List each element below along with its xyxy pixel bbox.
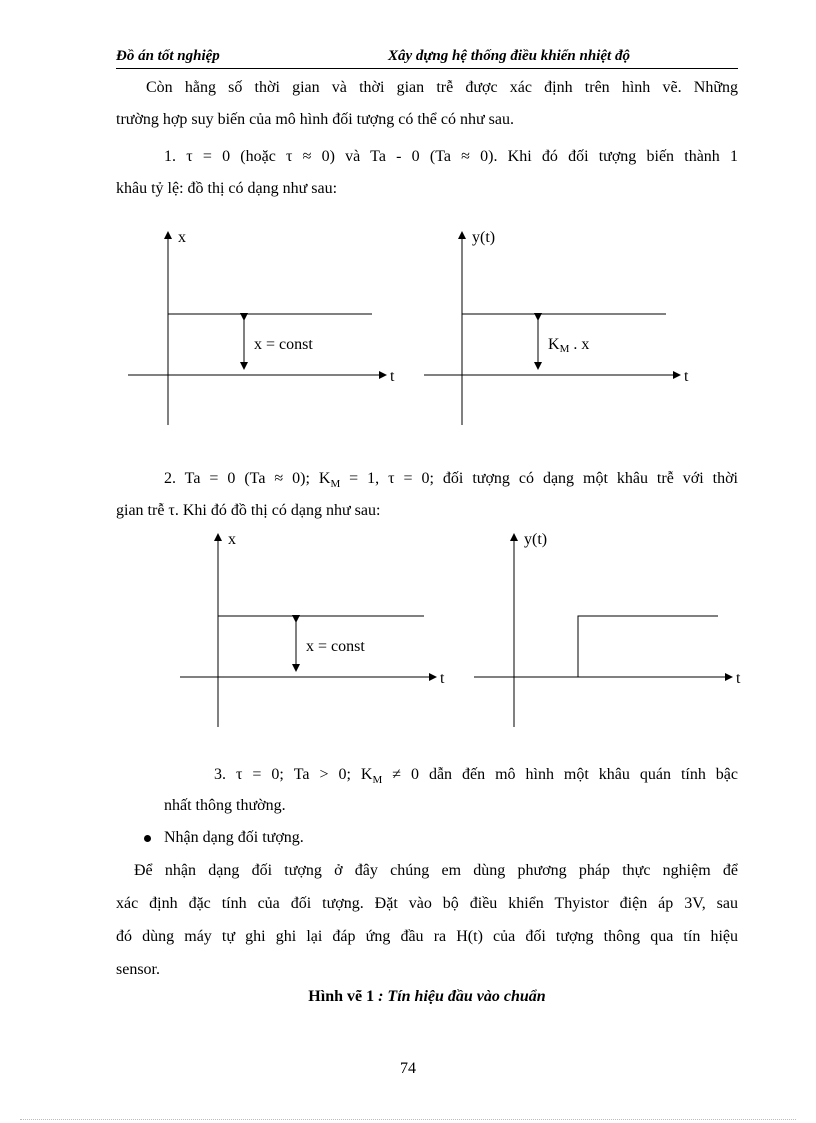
fig2-left-xlabel: t (440, 670, 445, 687)
intro-line-1: Còn hằng số thời gian và thời gian trễ được xác định trên hình vẽ. Những (146, 79, 738, 96)
page-header (116, 48, 738, 69)
fig2-left-chart (180, 531, 445, 727)
fig2-left-ylabel: x (228, 531, 236, 548)
fig2-right-delayed-step (514, 616, 718, 677)
case2-line-1: 2. Ta = 0 (Ta ≈ 0); $K_M = 1$, τ = 0; đối tượng có dạng một khâu trễ với thời (164, 470, 738, 491)
identification-line-1: Để nhận dạng đối tượng ở đây chúng em dùng phương pháp thực nghiệm để (134, 862, 738, 879)
identification-line-3: đó dùng máy tự ghi ghi lại đáp ứng đầu ra H(t) của đối tượng thông qua tín hiệu (116, 928, 738, 945)
page-number: 74 (400, 1060, 416, 1077)
case3-line-1: 3. τ = 0; Ta > 0; $K_M \ne 0$ dẫn đến mô hình một khâu quán tính bậc (214, 766, 739, 787)
fig1-left-annotation: x = const (254, 336, 313, 353)
figure-caption (116, 988, 738, 1006)
identification-line-2: xác định đặc tính của đối tượng. Đặt vào bộ điều khiển Thyistor điện áp 3V, sau (116, 895, 738, 912)
bullet-text: Nhận dạng đối tượng. (164, 829, 304, 846)
bottom-dotted-rule (20, 1119, 796, 1120)
fig1-right-annotation: KM . x (548, 336, 590, 355)
fig2-left-annotation: x = const (306, 638, 365, 655)
caption-prefix: Hình vẽ 1 (308, 988, 375, 1005)
fig1-right-ylabel: y(t) (472, 229, 496, 246)
header-left-title: Đồ án tốt nghiệp (116, 48, 220, 64)
identification-line-4: sensor. (116, 961, 160, 978)
case1-line-2: khâu tỷ lệ: đồ thị có dạng như sau: (116, 180, 338, 197)
case1-line-1: 1. τ = 0 (hoặc τ ≈ 0) và Ta - 0 (Ta ≈ 0). Khi đó đối tượng biến thành 1 (164, 148, 738, 165)
fig1-left-ylabel: x (178, 229, 186, 246)
case2-line-2: gian trễ τ. Khi đó đồ thị có dạng như sau: (116, 502, 381, 519)
fig1-left-xlabel: t (390, 368, 395, 385)
fig2-right-xlabel: t (736, 670, 741, 687)
caption-title: : Tín hiệu đầu vào chuẩn (374, 988, 546, 1005)
figure-1-proportional (120, 220, 700, 435)
bullet-dot-icon (144, 835, 151, 842)
fig1-right-chart (424, 229, 689, 425)
header-right-title: Xây dựng hệ thống điều khiển nhiệt độ (388, 48, 630, 64)
fig2-right-ylabel: y(t) (524, 531, 548, 548)
intro-line-2: trường hợp suy biến của mô hình đối tượng có thể có như sau. (116, 111, 515, 128)
fig1-left-chart (128, 229, 395, 425)
fig2-right-chart (474, 531, 741, 727)
case3-line-2: nhất thông thường. (164, 797, 286, 814)
fig1-right-xlabel: t (684, 368, 689, 385)
figure-2-delay (170, 522, 750, 737)
